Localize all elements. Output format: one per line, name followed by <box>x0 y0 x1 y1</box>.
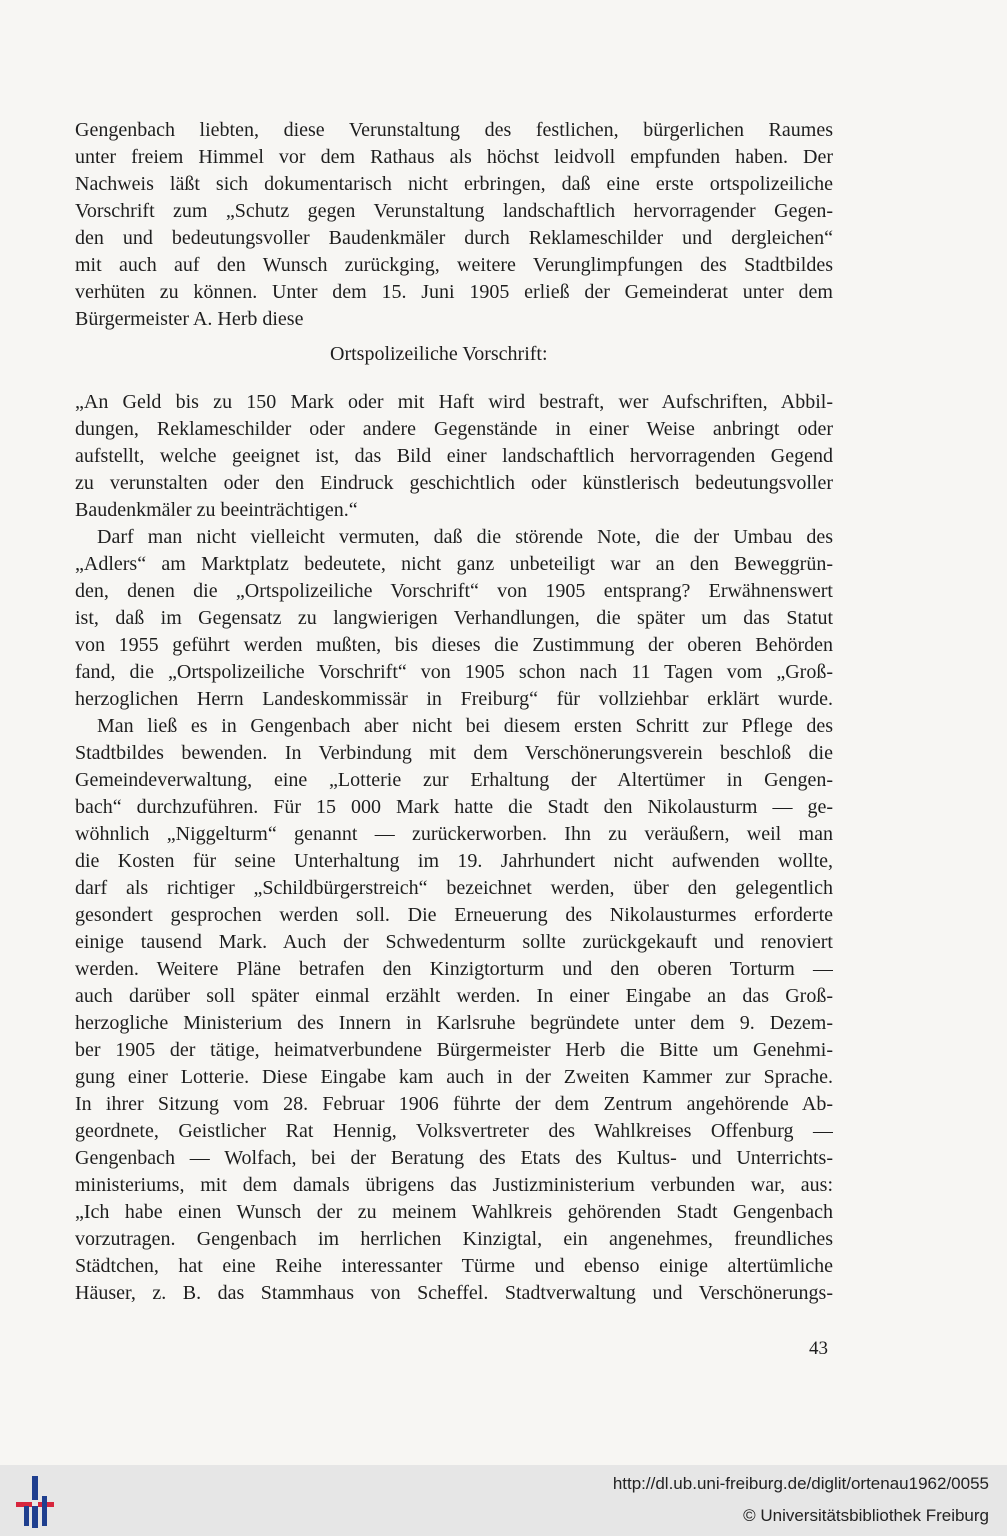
text-line: gesondert gesprochen werden soll. Die Erneuerung des Nikolausturmes erforderte <box>75 904 833 926</box>
text-line: Darf man nicht vielleicht vermuten, daß die störende Note, die der Umbau des <box>97 526 833 548</box>
text-line: In ihrer Sitzung vom 28. Februar 1906 führte der dem Zentrum angehörende Ab- <box>75 1093 833 1115</box>
ub-freiburg-logo-icon <box>8 1474 68 1530</box>
section-heading: Ortspolizeiliche Vorschrift: <box>330 343 548 365</box>
text-block-intro <box>75 117 833 333</box>
text-line: unter freiem Himmel vor dem Rathaus als höchst leidvoll empfunden haben. Der <box>75 146 833 168</box>
text-line: zu verunstalten oder den Eindruck geschichtlich oder künstlerisch bedeutungsvoller <box>75 472 833 494</box>
text-line: Häuser, z. B. das Stammhaus von Scheffel. Stadtverwaltung und Verschönerungs- <box>75 1282 833 1304</box>
source-url-link[interactable]: http://dl.ub.uni-freiburg.de/diglit/ortenau1962/0055 <box>612 1474 989 1493</box>
text-line: Gengenbach — Wolfach, bei der Beratung des Etats des Kultus- und Unterrichts- <box>75 1147 833 1169</box>
text-line: „Adlers“ am Marktplatz bedeutete, nicht ganz unbeteiligt war an den Beweggrün- <box>75 553 833 575</box>
text-line: einige tausend Mark. Auch der Schwedenturm sollte zurückgekauft und renoviert <box>75 931 833 953</box>
text-line: Gengenbach liebten, diese Verunstaltung des festlichen, bürgerlichen Raumes <box>75 119 833 141</box>
text-line: dungen, Reklameschilder oder andere Gegenstände in einer Weise anbringt oder <box>75 418 833 440</box>
text-line: werden. Weitere Pläne betrafen den Kinzigtorturm und den oberen Torturm — <box>75 958 833 980</box>
text-line: ist, daß im Gegensatz zu langwierigen Verhandlungen, die später um das Statut <box>75 607 833 629</box>
text-line: bach“ durchzuführen. Für 15 000 Mark hatte die Stadt den Nikolausturm — ge- <box>75 796 833 818</box>
text-line: „Ich habe einen Wunsch der zu meinem Wahlkreis gehörenden Stadt Gengenbach <box>75 1201 833 1223</box>
text-line: vorzutragen. Gengenbach im herrlichen Kinzigtal, ein angenehmes, freundliches <box>75 1228 833 1250</box>
text-line: Man ließ es in Gengenbach aber nicht bei diesem ersten Schritt zur Pflege des <box>97 715 833 737</box>
text-line: Bürgermeister A. Herb diese <box>75 308 304 330</box>
copyright-notice: © Universitätsbibliothek Freiburg <box>743 1506 989 1525</box>
text-line: aufstellt, welche geeignet ist, das Bild einer landschaftlich hervorragenden Gegend <box>75 445 833 467</box>
text-line: den und bedeutungsvoller Baudenkmäler durch Reklameschilder und dergleichen“ <box>75 227 833 249</box>
text-line: gung einer Lotterie. Diese Eingabe kam auch in der Zweiten Kammer zur Sprache. <box>75 1066 833 1088</box>
text-line: mit auch auf den Wunsch zurückging, weitere Verunglimpfungen des Stadtbildes <box>75 254 833 276</box>
text-line: verhüten zu können. Unter dem 15. Juni 1905 erließ der Gemeinderat unter dem <box>75 281 833 303</box>
text-line: Vorschrift zum „Schutz gegen Verunstaltung landschaftlich hervorragender Gegen- <box>75 200 833 222</box>
text-block-main <box>75 389 833 1319</box>
text-line: Nachweis läßt sich dokumentarisch nicht erbringen, daß eine erste ortspolizeiliche <box>75 173 833 195</box>
text-line: herzogliche Ministerium des Innern in Karlsruhe begründete unter dem 9. Dezem- <box>75 1012 833 1034</box>
text-line: fand, die „Ortspolizeiliche Vorschrift“ von 1905 schon nach 11 Tagen vom „Groß- <box>75 661 833 683</box>
text-line: Gemeindeverwaltung, eine „Lotterie zur Erhaltung der Altertümer in Gengen- <box>75 769 833 791</box>
text-line: wöhnlich „Niggelturm“ genannt — zurückerworben. Ihn zu veräußern, weil man <box>75 823 833 845</box>
text-line: „An Geld bis zu 150 Mark oder mit Haft wird bestraft, wer Aufschriften, Abbil- <box>75 391 833 413</box>
text-line: Stadtbildes bewenden. In Verbindung mit dem Verschönerungsverein beschloß die <box>75 742 833 764</box>
text-line: den, denen die „Ortspolizeiliche Vorschrift“ von 1905 entsprang? Erwähnenswert <box>75 580 833 602</box>
text-line: ministeriums, mit dem damals übrigens das Justizministerium verbunden war, aus: <box>75 1174 833 1196</box>
text-line: auch darüber soll später einmal erzählt werden. In einer Eingabe an das Groß- <box>75 985 833 1007</box>
text-line: herzoglichen Herrn Landeskommissär in Freiburg“ für vollziehbar erklärt wurde. <box>75 688 833 710</box>
page-number: 43 <box>809 1338 828 1359</box>
text-line: von 1955 geführt werden mußten, bis dieses die Zustimmung der oberen Behörden <box>75 634 833 656</box>
text-line: darf als richtiger „Schildbürgerstreich“ bezeichnet werden, über den gelegentlich <box>75 877 833 899</box>
text-line: Baudenkmäler zu beeinträchtigen.“ <box>75 499 358 521</box>
text-line: ber 1905 der tätige, heimatverbundene Bürgermeister Herb die Bitte um Genehmi- <box>75 1039 833 1061</box>
text-line: Städtchen, hat eine Reihe interessanter Türme und ebenso einige altertümliche <box>75 1255 833 1277</box>
text-line: geordnete, Geistlicher Rat Hennig, Volksvertreter des Wahlkreises Offenburg — <box>75 1120 833 1142</box>
text-line: die Kosten für seine Unterhaltung im 19. Jahrhundert nicht aufwenden wollte, <box>75 850 833 872</box>
